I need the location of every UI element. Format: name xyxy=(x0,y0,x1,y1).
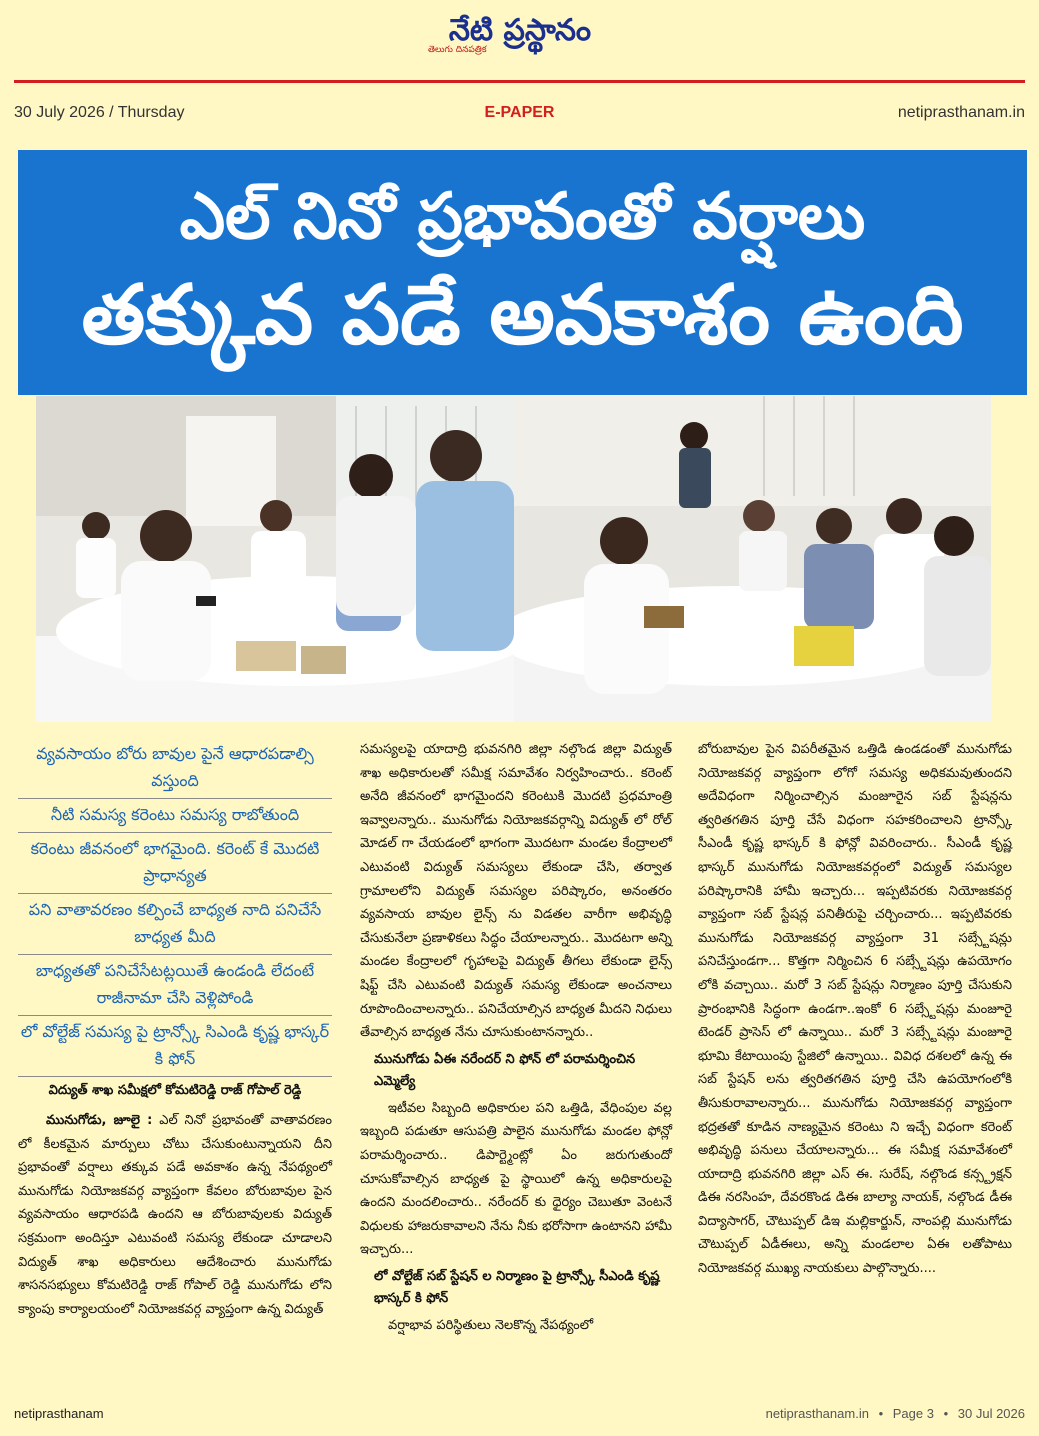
news-photos xyxy=(36,396,991,722)
headline-banner xyxy=(18,150,1027,395)
masthead-divider xyxy=(14,80,1025,83)
page-footer xyxy=(14,1406,1025,1430)
article-paragraph: సమస్యలపై యాదాద్రి భువనగిరి జిల్లా నల్గొండ జిల్లా విద్యుత్ శాఖ అధికారులతో సమీక్ష సమావేశం నిర్వహించారు.. కరెంట్ అనేది జీవనంలో భాగమైందని కరెంటుకి మొదటి ప్రధమాంత్రి ఇవ్వాలన్నారు.. మునుగోడు నియోజకవర్గాన్ని విద్యుత్ లో రోల్ మోడల్ గా చేయడంలో భాగంగా మొదటగా మండల కేంద్రాలలో ఎటువంటి విద్యుత్ సమస్యలు లేకుండా చేసి, తర్వాత గ్రామాలలోని విద్యుత్ సమస్యల పరిష్కారం, అనంతరం వ్యవసాయ బావుల లైన్స్ ను విడతల వారీగా అభివృద్ధి చేసుకునేలా ప్రణాళికలు సిద్ధం చేయాలన్నారు.. మొదటగా అన్ని మండల కేంద్రాలలో గృహాలపై విద్యుత్ తీగలు లేకుండా లైన్స్ షిఫ్ట్ చేసి ఎటువంటి విద్యుత్ సమస్య లేకుండా అంచనాలు రూపొందించాలన్నారు.. పనిచేయాల్సిన బాధ్యత మీదని నిధులు తేవాల్సిన బాధ్యత నేను చూసుకుంటానన్నారు.. xyxy=(360,742,672,1041)
article-column-2 xyxy=(360,738,672,1337)
date-bar xyxy=(14,104,1025,126)
article-paragraph: బోరుబావుల పైన విపరీతమైన ఒత్తిడి ఉండడంతో మునుగోడు నియోజకవర్గ వ్యాప్తంగా లోగో సమస్య అధికమవుతుందని అదేవిధంగా నిర్మించాల్సిన మంజూరైన సబ్ స్టేషన్లను త్వరితగతిన పూర్తి చేసే విధంగా సహకరించాలని ట్రాన్స్కో సీఎండీ కృష్ణ భాస్కర్ కి ఫోన్లో వివరించారు.. సీఎండీ కృష్ణ భాస్కర్ మునుగోడు నియోజకవర్గంలో విద్యుత్ సమస్యల పరిష్కారానికి హామీ ఇచ్చారు... ఇప్పటివరకు నియోజకవర్గ వ్యాప్తంగా సబ్ స్టేషన్ల పనితీరుపై చర్చించారు... ఇప్పటివరకు మునుగోడు నియోజకవర్గ వ్యాప్తంగా 31 సబ్స్టేషన్లు పనిచేస్తుండగా... కొత్తగా నిర్మించిన 6 సబ్స్టేషన్లు ఉపయోగం లోకి వచ్చాయి.. మరో 3 సబ్ స్టేషన్లు నిర్మాణం పూర్తి చేసుకుని ప్రారంభానికి సిద్ధంగా ఉండగా..ఇంకో 6 సబ్స్టేషన్లు మంజూరై టెండర్ ప్రాసెస్ లో ఉన్నాయి.. మరో 3 సబ్స్టేషన్లు మంజూరై భూమి కేటాయింపు స్టేజిలో ఉన్నాయి.. వివిధ దశలలో ఉన్న ఈ సబ్ స్టేషన్ లను త్వరితగతిన పూర్తి చేసి ఉపయోగంలోకి తీసుకురావాలన్నారు... మునుగోడు నియోజకవర్గ వ్యాప్తంగా భద్రతతో కూడిన నాణ్యమైన కరెంటు ని ఇచ్చే విధంగా కరెంట్ అభివృద్ధి పనులు చేయాలన్నారు... ఈ సమీక్ష సమావేశంలో యాదాద్రి భువనగిరి జిల్లా ఎస్ ఈ. సురేష్, నల్గొండ కన్స్ట్రక్షన్ డిఈ నరసింహ, దేవరకొండ డిఈ బాల్యా నాయక్, నల్గొండ డీఈ విద్యాసాగర్, చౌటుప్పల్ డిఇ మల్లికార్జున్, నాంపల్లి మునుగోడు చౌటుప్పల్ ఏడీఈలు, అన్ని మండలాల ఏఈ లతోపాటు నియోజకవర్గ ముఖ్య నాయకులు పాల్గొన్నారు.... xyxy=(698,742,1012,1277)
highlight-item: కరెంటు జీవనంలో భాగమైంది. కరెంట్ కే మొదటి ప్రాధాన్యత xyxy=(18,833,332,894)
highlight-item: లో వోల్టేజ్ సమస్య పై ట్రాన్స్కో సిఎండి కృష్ణ భాస్కర్ కి ఫోన్ xyxy=(18,1016,332,1077)
footer-brand: netiprasthanam xyxy=(14,1406,104,1421)
logo-subtitle: తెలుగు దినపత్రిక xyxy=(428,45,487,55)
footer-info xyxy=(760,1406,1025,1421)
headline-line-2: తక్కువ పడే అవకాశం ఉంది xyxy=(81,268,964,363)
footer-page-number: Page 3 xyxy=(892,1406,934,1421)
article-column-3 xyxy=(698,738,1012,1281)
article-text: ఎల్ నినో ప్రభావంతో వాతావరణం లో కీలకమైన మార్పులు చోటు చేసుకుంటున్నాయని దీని ప్రభావంతో వర్షాలు తక్కువ పడే అవకాశం ఉన్న నేపథ్యంలో మునుగోడు నియోజకవర్గ వ్యాప్తంగా కేవలం బోరుబావుల పైన వ్యవసాయం ఆధారపడి ఉందని ఆ బోరుబావులకు విద్యుత్ సక్రమంగా అందిస్తూ ఎటువంటి సమస్య లేకుండా చూడాలని విద్యుత్ శాఖ అధికారులు ఆదేశించారు మునుగోడు శాసనసభ్యులు కోమటిరెడ్డి రాజ్ గోపాల్ రెడ్డి మునుగోడు లోని క్యాంపు కార్యాలయంలో నియోజకవర్గ వ్యాప్తంగా ఉన్న విద్యుత్ xyxy=(18,1113,332,1317)
masthead xyxy=(0,0,1039,84)
article-subheading: లో వోల్టేజ్ సబ్ స్టేషన్ ల నిర్మాణం పై ట్రాన్స్కో సీఎండి కృష్ణ భాస్కర్ కి ఫోన్ xyxy=(374,1268,660,1306)
highlight-item: నీటి సమస్య కరెంటు సమస్య రాబోతుంది xyxy=(18,799,332,833)
issue-date: 30 July 2026 / Thursday xyxy=(14,104,185,121)
article-paragraph xyxy=(18,1109,332,1321)
logo-title: నేటి ప్రస్థానం xyxy=(448,13,592,48)
highlight-item: బాధ్యతతో పనిచేసేటట్లయితే ఉండండి లేదంటే రాజీనామా చేసి వెళ్లిపోండి xyxy=(18,955,332,1016)
edition-label: E-PAPER xyxy=(484,104,555,121)
footer-separator: • xyxy=(878,1406,884,1421)
article-column-1 xyxy=(18,738,332,1321)
footer-date: 30 Jul 2026 xyxy=(957,1406,1025,1421)
highlight-item: పని వాతావరణం కల్పించే బాధ్యత నాది పనిచేసే బాధ్యత మీది xyxy=(18,894,332,955)
newspaper-logo[interactable] xyxy=(420,14,620,57)
website-link[interactable]: netiprasthanam.in xyxy=(897,104,1025,121)
highlight-note: విద్యుత్ శాఖ సమీక్షలో కోమటిరెడ్డి రాజ్ గోపాల్ రెడ్డి xyxy=(48,1083,302,1098)
footer-website[interactable]: netiprasthanam.in xyxy=(765,1406,869,1421)
article-paragraph: ఇటీవల సిబ్బంది అధికారుల పని ఒత్తిడి, వేధింపుల వల్ల ఇబ్బంది పడుతూ ఆసుపత్రి పాలైన మునుగోడు మండల ఫోన్లో పరామర్శించారు.. డిపార్ట్మెంట్లో ఏం జరుగుతుందో చూసుకోవాల్సిన బాధ్యత పై స్థాయిలో ఉన్న అధికారులపై ఉందని మందలించారు.. నరేందర్ కు ధైర్యం చెబుతూ వెంటనే విధులకు హాజరుకావాలని నేను నీకు భరోసాగా ఉంటానని హామీ ఇచ్చారు... xyxy=(360,1100,672,1258)
article-paragraph: వర్షాభావ పరిస్థితులు నెలకొన్న నేపథ్యంలో xyxy=(388,1317,594,1333)
article-dateline: మునుగోడు, జూలై : xyxy=(46,1113,153,1128)
meeting-photo-left xyxy=(36,396,514,722)
article-subheading: మునుగోడు ఏఈ నరేందర్ ని ఫోన్ లో పరామర్శించిన ఎమ్మెల్యే xyxy=(374,1051,636,1089)
meeting-photo-right xyxy=(514,396,991,722)
highlight-item: వ్యవసాయం బోరు బావుల పైనే ఆధారపడాల్సి వస్తుంది xyxy=(18,738,332,799)
footer-separator: • xyxy=(943,1406,949,1421)
headline-line-1: ఎల్ నినో ప్రభావంతో వర్షాలు xyxy=(179,180,866,254)
